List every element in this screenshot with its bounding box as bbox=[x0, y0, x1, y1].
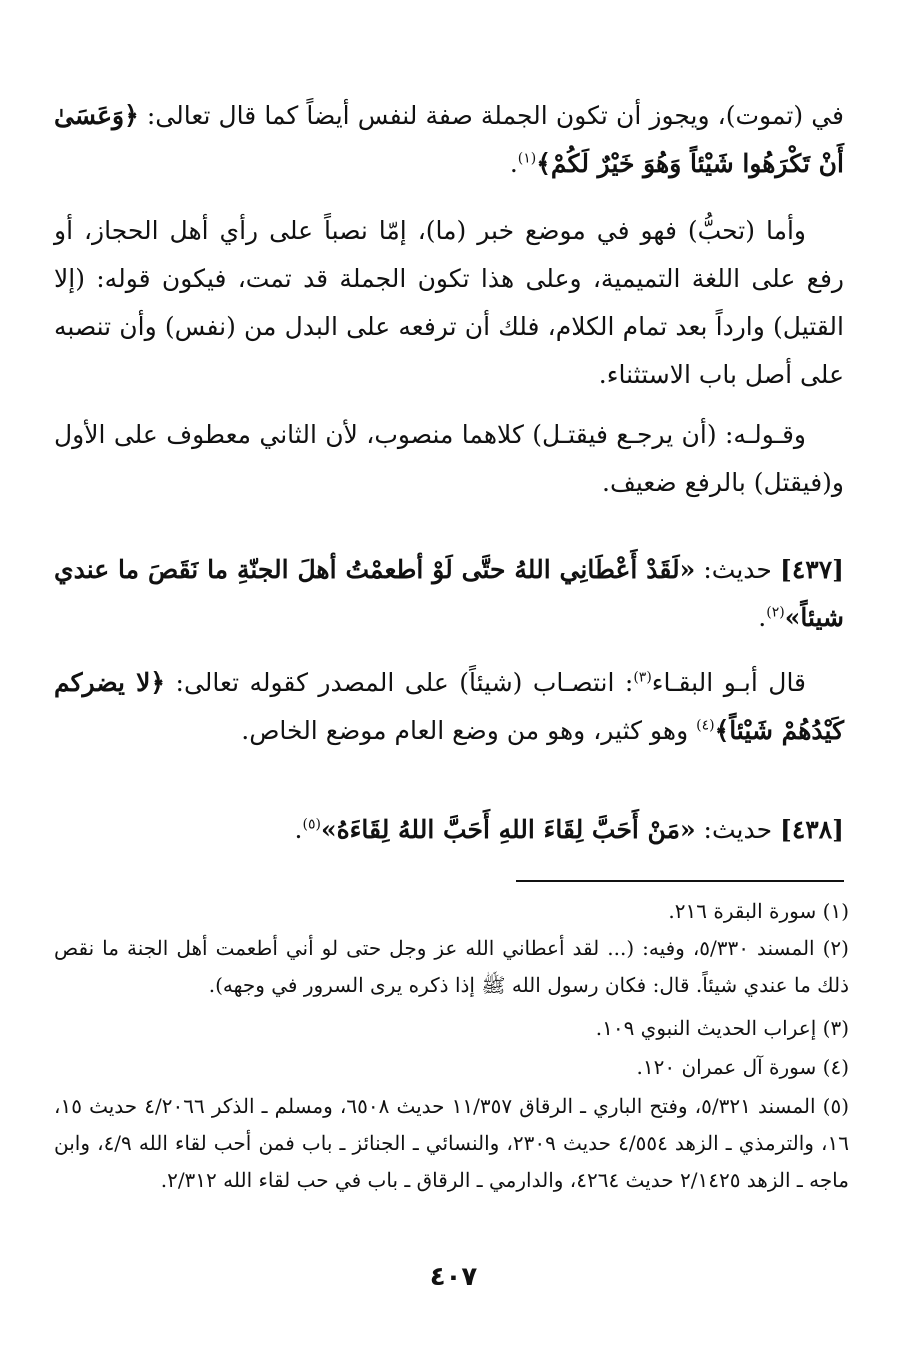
footnote-text: إعراب الحديث النبوي ١٠٩. bbox=[595, 1016, 823, 1040]
footnote-text: المسند ٥/٣٢١، وفتح الباري ـ الرقاق ١١/٣٥٧ حديث ٦٥٠٨، ومسلم ـ الذكر ٤/٢٠٦٦ حديث ١٥، ١٦، والترمذي ـ الزهد ٤/٥٥٤ حديث ٢٣٠٩، والنسائي ـ الجنائز ـ باب فمن أحب لقاء الله ٤/٩، وابن ماجه ـ الزهد ٢/١٤٢٥ حديث ٤٢٦٤، والدارمي ـ الرقاق ـ باب في حب لقاء الله ٢/٣١٢. bbox=[54, 1094, 849, 1192]
punctuation: . bbox=[509, 149, 518, 178]
footnote-number: (٥) bbox=[822, 1094, 850, 1118]
paragraph-statement bbox=[54, 411, 844, 507]
footnote-ref: (٣) bbox=[633, 669, 652, 686]
paragraph-text: وأما (تحبُّ) فهو في موضع خبر (ما)، إمّا نصباً على رأي أهل الحجاز، أو رفع على اللغة التميمية، وعلى هذا تكون الجملة قد تمت، فيكون قوله: (إلا القتيل) وارداً بعد تمام الكلام، فلك أن ترفعه على البدل من (نفس) وأن تنصبه على أصل باب الاستثناء. bbox=[54, 216, 844, 389]
paragraph-grammar bbox=[54, 207, 844, 399]
hadith-number: [٤٣٨] bbox=[780, 815, 844, 844]
footnote-number: (١) bbox=[822, 899, 849, 923]
footnote-ref: (٥) bbox=[302, 816, 321, 833]
hadith-text: «لَقَدْ أَعْطَانِي اللهُ حتَّى لَوْ أطعمْتُ أهلَ الجنّةِ ما نَقَصَ ما عندي شيئاً» bbox=[54, 555, 844, 632]
footnote-4 bbox=[54, 1049, 849, 1086]
footnote-text: سورة آل عمران ١٢٠. bbox=[636, 1055, 823, 1079]
paragraph-text: وهو كثير، وهو من وضع العام موضع الخاص. bbox=[241, 716, 697, 745]
paragraph-text: : انتصـاب (شيئاً) على المصدر كقوله تعالى: bbox=[165, 668, 634, 697]
paragraph-text: في (تموت)، ويجوز أن تكون الجملة صفة لنفس أيضاً كما قال تعالى: bbox=[138, 101, 844, 130]
footnote-ref: (٢) bbox=[766, 604, 785, 621]
paragraph-abu-al-baqa bbox=[54, 659, 844, 755]
footnote-3 bbox=[54, 1010, 849, 1047]
hadith-text: «مَنْ أَحَبَّ لِقَاءَ اللهِ أَحَبَّ اللهُ لِقَاءَهُ» bbox=[320, 815, 696, 844]
paragraph-text: قال أبـو البقـاء bbox=[651, 668, 807, 697]
footnote-number: (٢) bbox=[822, 936, 849, 960]
quran-verse: ﴿لا يضركم كَيْدُهُمْ شَيْئاً﴾ bbox=[54, 668, 844, 745]
punctuation: . bbox=[758, 603, 767, 632]
footnote-2 bbox=[54, 930, 849, 1004]
footnote-number: (٣) bbox=[822, 1016, 849, 1040]
hadith-number: [٤٣٧] bbox=[780, 555, 844, 584]
paragraph-text: وقـولـه: (أن يرجـع فيقتـل) كلاهما منصوب، لأن الثاني معطوف على الأول و(فيقتل) بالرفع ضعيف. bbox=[54, 420, 844, 497]
footnote-text: سورة البقرة ٢١٦. bbox=[668, 899, 823, 923]
hadith-entry-438 bbox=[54, 806, 844, 854]
quran-verse: ﴿وَعَسَىٰ أَنْ تَكْرَهُوا شَيْئاً وَهُوَ خَيْرٌ لَكُمْ﴾ bbox=[54, 101, 844, 178]
punctuation: . bbox=[294, 815, 303, 844]
paragraph-continuation bbox=[54, 92, 844, 188]
footnote-ref: (٤) bbox=[696, 717, 715, 734]
footnote-1 bbox=[54, 893, 849, 930]
page-number: ٤٠٧ bbox=[429, 1262, 478, 1292]
footnote-number: (٤) bbox=[822, 1055, 849, 1079]
footnote-ref: (١) bbox=[517, 150, 537, 167]
footnote-5 bbox=[54, 1088, 849, 1199]
hadith-entry-437 bbox=[54, 546, 844, 642]
hadith-label: حديث: bbox=[695, 815, 781, 844]
footnote-text: المسند ٥/٣٣٠، وفيه: (... لقد أعطاني الله عز وجل حتى لو أني أطعمت أهل الجنة ما نقص ذلك ما عندي شيئاً. قال: فكان رسول الله ﷺ إذا ذكره يرى السرور في وجهه). bbox=[54, 936, 849, 997]
hadith-label: حديث: bbox=[695, 555, 781, 584]
footnote-separator bbox=[516, 880, 844, 882]
